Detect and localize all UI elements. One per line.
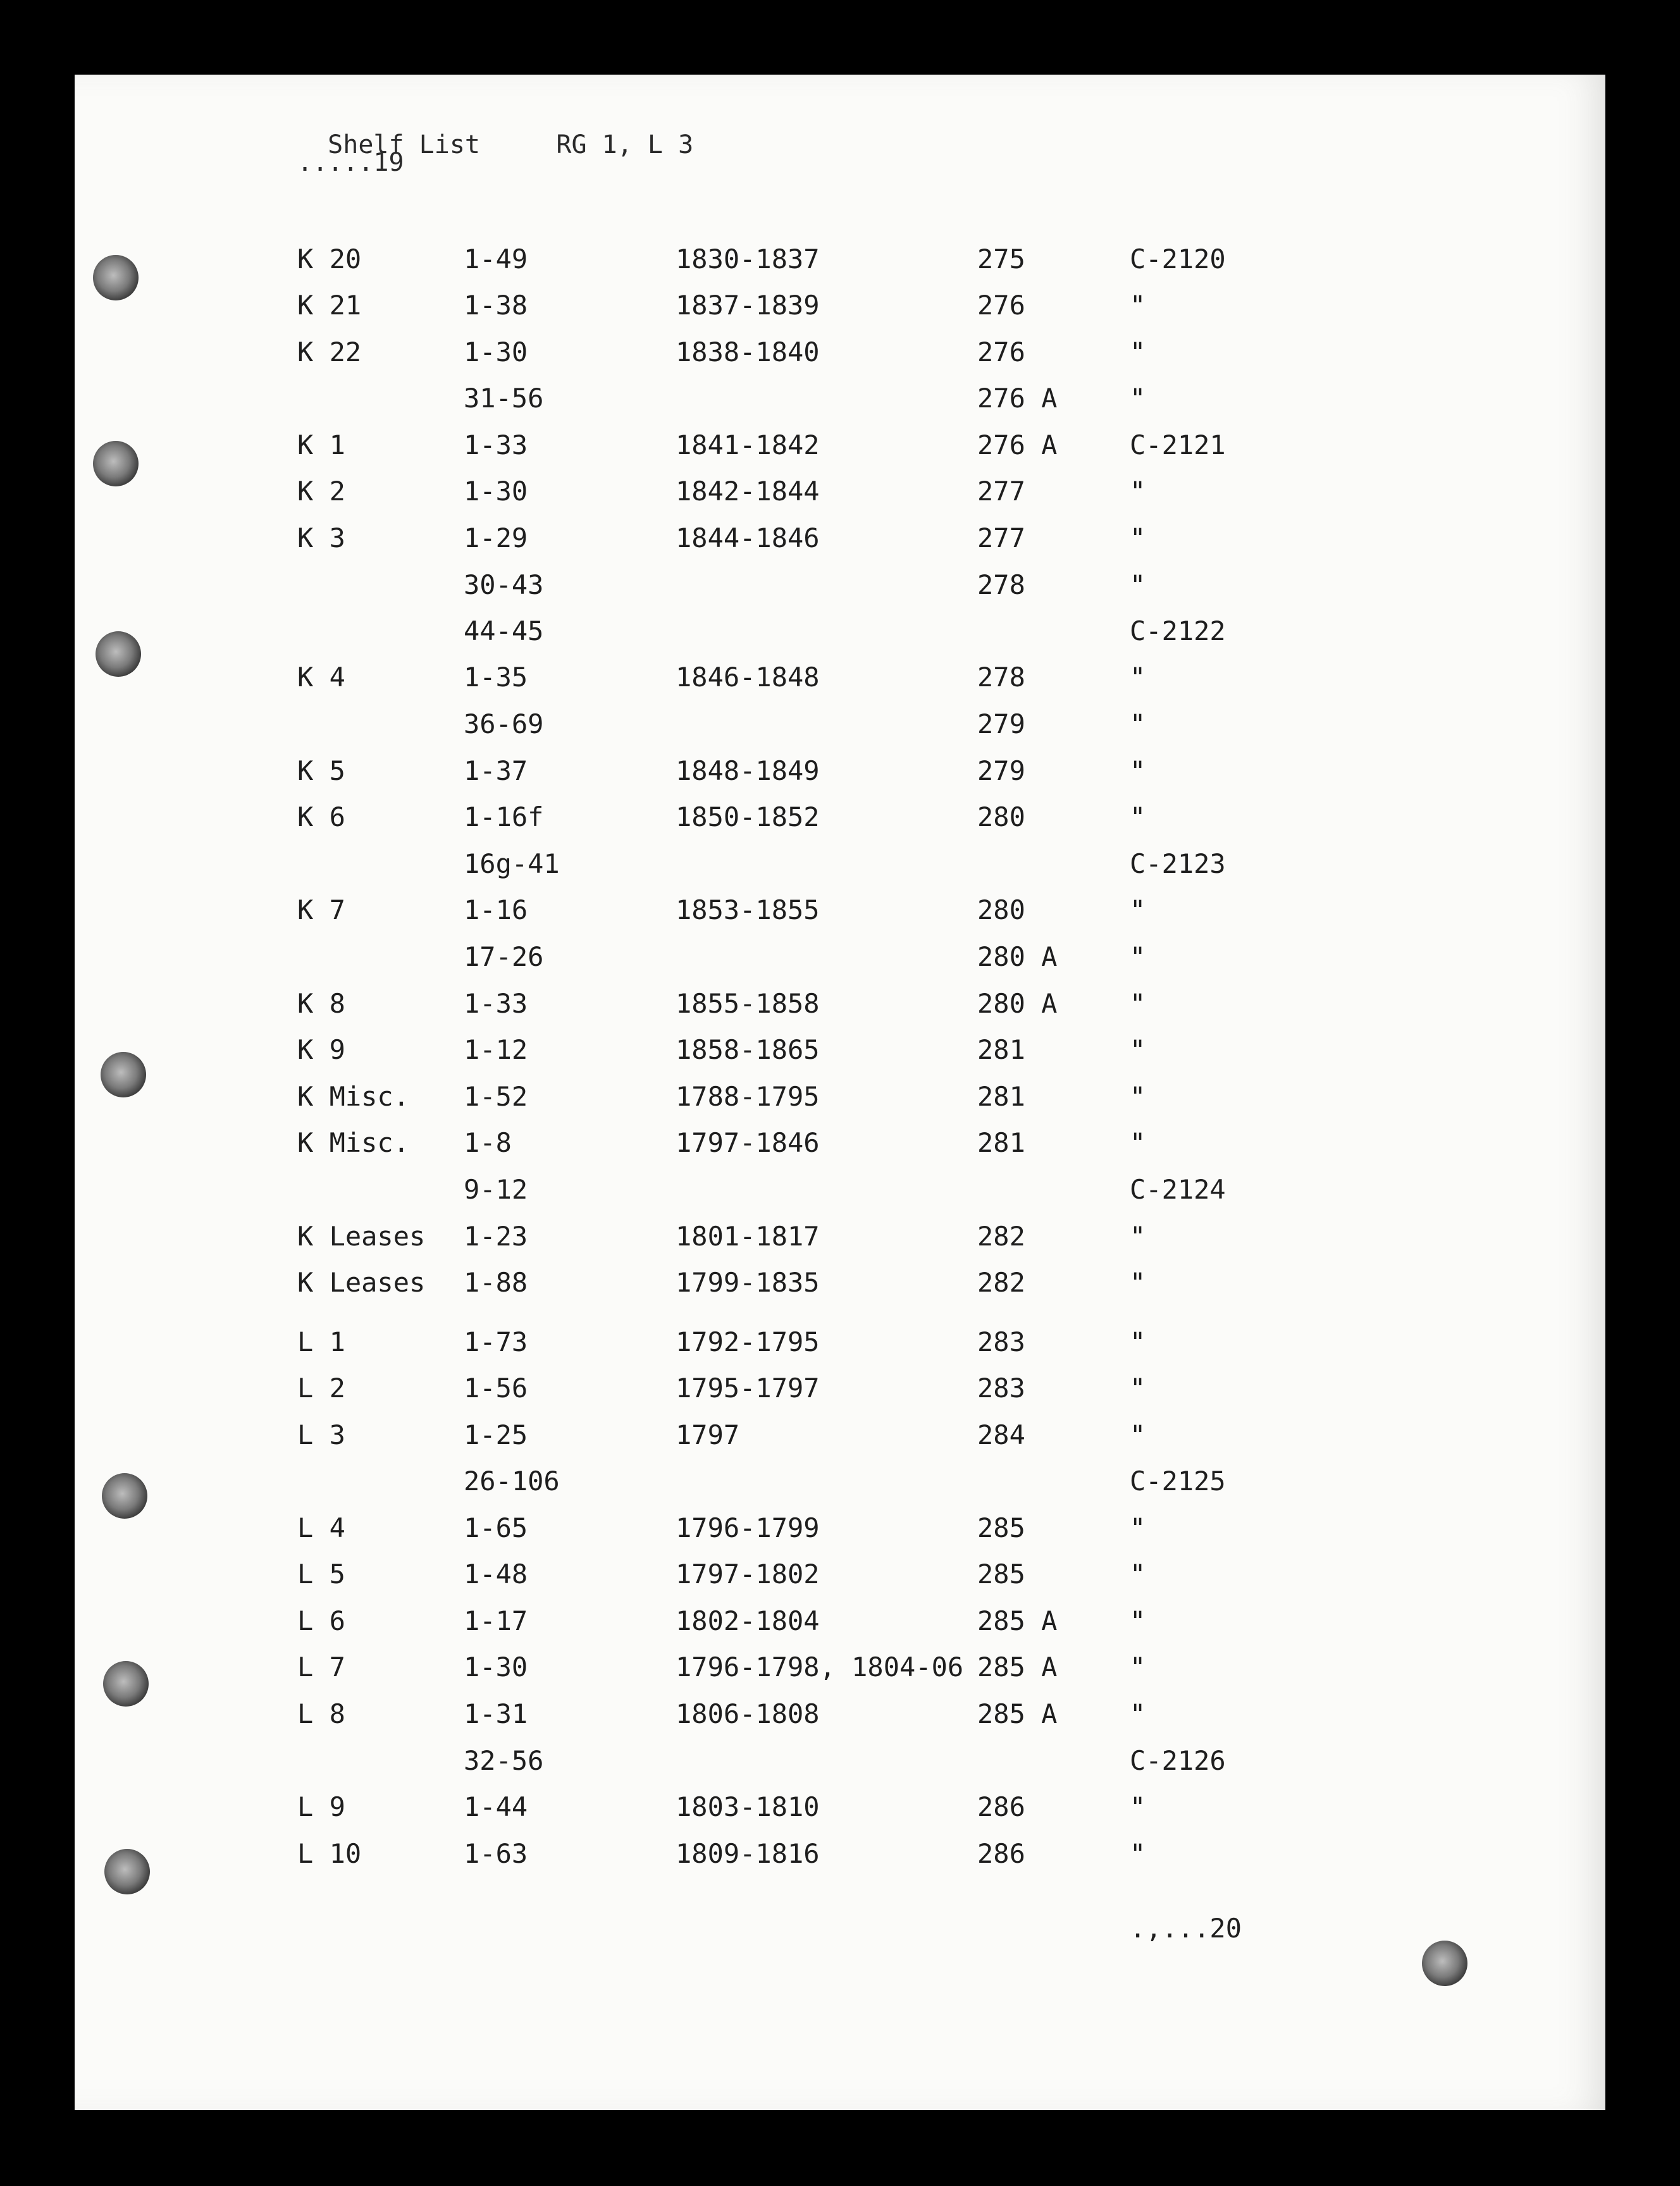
- box-cell: 281: [977, 1127, 1025, 1158]
- reel-cell: C-2123: [1130, 848, 1226, 879]
- items-cell: 1-30: [464, 1652, 528, 1683]
- items-cell: 1-73: [464, 1326, 528, 1357]
- table-row: [0, 476, 1680, 514]
- reel-cell: ": [1130, 337, 1146, 367]
- items-cell: 1-33: [464, 988, 528, 1019]
- table-row: [0, 244, 1680, 281]
- series-cell: L 5: [297, 1559, 345, 1590]
- reel-cell: ": [1130, 1081, 1146, 1112]
- items-cell: 1-63: [464, 1838, 528, 1869]
- items-cell: 36-69: [464, 708, 544, 739]
- series-cell: L 7: [297, 1652, 345, 1683]
- series-cell: K Leases: [297, 1267, 426, 1298]
- table-row: [0, 1698, 1680, 1736]
- items-cell: 32-56: [464, 1745, 544, 1776]
- items-cell: 44-45: [464, 615, 544, 646]
- dates-cell: 1796-1798, 1804-06: [676, 1652, 964, 1683]
- series-cell: L 9: [297, 1791, 345, 1822]
- items-cell: 17-26: [464, 941, 544, 972]
- dates-cell: 1841-1842: [676, 429, 820, 460]
- box-cell: 280 A: [977, 941, 1058, 972]
- reel-cell: ": [1130, 1221, 1146, 1252]
- table-row: [0, 337, 1680, 374]
- continued-from-marker: .....19: [297, 148, 404, 177]
- table-row: [0, 569, 1680, 607]
- reel-cell: ": [1130, 988, 1146, 1019]
- series-cell: L 1: [297, 1326, 345, 1357]
- series-cell: K 21: [297, 290, 362, 321]
- series-cell: K 5: [297, 755, 345, 786]
- reel-cell: C-2121: [1130, 429, 1226, 460]
- items-cell: 1-88: [464, 1267, 528, 1298]
- series-cell: K 22: [297, 337, 362, 367]
- box-cell: 280: [977, 894, 1025, 925]
- box-cell: 286: [977, 1838, 1025, 1869]
- table-row: [0, 1373, 1680, 1411]
- items-cell: 1-49: [464, 244, 528, 275]
- table-row: [0, 522, 1680, 560]
- reel-cell: ": [1130, 1419, 1146, 1450]
- items-cell: 1-23: [464, 1221, 528, 1252]
- series-cell: K Misc.: [297, 1081, 410, 1112]
- table-row: [0, 1221, 1680, 1259]
- items-cell: 1-44: [464, 1791, 528, 1822]
- dates-cell: 1830-1837: [676, 244, 820, 275]
- box-cell: 277: [977, 522, 1025, 553]
- table-row: [0, 988, 1680, 1026]
- reel-cell: ": [1130, 569, 1146, 600]
- items-cell: 1-65: [464, 1512, 528, 1543]
- reel-cell: ": [1130, 1791, 1146, 1822]
- items-cell: 1-31: [464, 1698, 528, 1729]
- box-cell: 282: [977, 1221, 1025, 1252]
- reel-cell: ": [1130, 1605, 1146, 1636]
- dates-cell: 1853-1855: [676, 894, 820, 925]
- series-cell: K 3: [297, 522, 345, 553]
- items-cell: 1-52: [464, 1081, 528, 1112]
- items-cell: 9-12: [464, 1174, 528, 1205]
- table-row: [0, 708, 1680, 746]
- series-cell: L 3: [297, 1419, 345, 1450]
- reel-cell: ": [1130, 708, 1146, 739]
- box-cell: 283: [977, 1326, 1025, 1357]
- table-row: [0, 1081, 1680, 1119]
- dates-cell: 1844-1846: [676, 522, 820, 553]
- table-row: [0, 1838, 1680, 1876]
- reel-cell: ": [1130, 1034, 1146, 1065]
- dates-cell: 1803-1810: [676, 1791, 820, 1822]
- reel-cell: ": [1130, 383, 1146, 414]
- dates-cell: 1795-1797: [676, 1373, 820, 1404]
- items-cell: 1-30: [464, 476, 528, 507]
- table-row: [0, 429, 1680, 467]
- continued-to-marker: .,...20: [1130, 1913, 1242, 1944]
- dates-cell: 1792-1795: [676, 1326, 820, 1357]
- items-cell: 1-48: [464, 1559, 528, 1590]
- items-cell: 30-43: [464, 569, 544, 600]
- series-cell: K 6: [297, 801, 345, 832]
- series-cell: K Leases: [297, 1221, 426, 1252]
- series-cell: L 8: [297, 1698, 345, 1729]
- box-cell: 276 A: [977, 383, 1058, 414]
- series-cell: K Misc.: [297, 1127, 410, 1158]
- series-cell: K 1: [297, 429, 345, 460]
- reel-cell: C-2126: [1130, 1745, 1226, 1776]
- dates-cell: 1842-1844: [676, 476, 820, 507]
- items-cell: 1-8: [464, 1127, 512, 1158]
- box-cell: 281: [977, 1034, 1025, 1065]
- table-row: [0, 1267, 1680, 1305]
- dates-cell: 1802-1804: [676, 1605, 820, 1636]
- box-cell: 282: [977, 1267, 1025, 1298]
- table-row: [0, 1174, 1680, 1212]
- dates-cell: 1837-1839: [676, 290, 820, 321]
- dates-cell: 1806-1808: [676, 1698, 820, 1729]
- reel-cell: ": [1130, 1698, 1146, 1729]
- table-row: [0, 1512, 1680, 1550]
- reel-cell: ": [1130, 1838, 1146, 1869]
- box-cell: 276 A: [977, 429, 1058, 460]
- box-cell: 276: [977, 290, 1025, 321]
- box-cell: 277: [977, 476, 1025, 507]
- box-cell: 280: [977, 801, 1025, 832]
- items-cell: 1-12: [464, 1034, 528, 1065]
- items-cell: 1-33: [464, 429, 528, 460]
- table-row: [0, 1419, 1680, 1457]
- dates-cell: 1855-1858: [676, 988, 820, 1019]
- series-cell: K 9: [297, 1034, 345, 1065]
- reel-cell: C-2124: [1130, 1174, 1226, 1205]
- items-cell: 1-56: [464, 1373, 528, 1404]
- reel-cell: ": [1130, 1267, 1146, 1298]
- table-row: [0, 383, 1680, 421]
- table-row: [0, 755, 1680, 793]
- reel-cell: ": [1130, 1512, 1146, 1543]
- reel-cell: ": [1130, 1559, 1146, 1590]
- series-cell: L 2: [297, 1373, 345, 1404]
- reel-cell: ": [1130, 755, 1146, 786]
- reel-cell: ": [1130, 522, 1146, 553]
- box-cell: 281: [977, 1081, 1025, 1112]
- table-row: [0, 848, 1680, 886]
- record-group-label: RG 1, L 3: [556, 130, 694, 159]
- series-cell: K 20: [297, 244, 362, 275]
- dates-cell: 1858-1865: [676, 1034, 820, 1065]
- table-row: [0, 615, 1680, 653]
- table-row: [0, 1559, 1680, 1596]
- items-cell: 1-38: [464, 290, 528, 321]
- reel-cell: C-2122: [1130, 615, 1226, 646]
- table-row: [0, 801, 1680, 839]
- reel-cell: C-2120: [1130, 244, 1226, 275]
- items-cell: 1-35: [464, 662, 528, 693]
- dates-cell: 1788-1795: [676, 1081, 820, 1112]
- reel-cell: ": [1130, 290, 1146, 321]
- series-cell: L 10: [297, 1838, 362, 1869]
- table-row: [0, 1326, 1680, 1364]
- reel-cell: ": [1130, 476, 1146, 507]
- series-cell: K 4: [297, 662, 345, 693]
- box-cell: 280 A: [977, 988, 1058, 1019]
- shelf-list-title: Shelf List: [328, 130, 480, 159]
- reel-cell: ": [1130, 1652, 1146, 1683]
- series-cell: K 8: [297, 988, 345, 1019]
- series-cell: K 7: [297, 894, 345, 925]
- dates-cell: 1797: [676, 1419, 740, 1450]
- table-row: [0, 941, 1680, 979]
- box-cell: 283: [977, 1373, 1025, 1404]
- box-cell: 279: [977, 708, 1025, 739]
- table-row: [0, 1605, 1680, 1643]
- box-cell: 275: [977, 244, 1025, 275]
- box-cell: 278: [977, 569, 1025, 600]
- dates-cell: 1801-1817: [676, 1221, 820, 1252]
- series-cell: L 6: [297, 1605, 345, 1636]
- dates-cell: 1848-1849: [676, 755, 820, 786]
- dates-cell: 1846-1848: [676, 662, 820, 693]
- dates-cell: 1797-1846: [676, 1127, 820, 1158]
- series-cell: K 2: [297, 476, 345, 507]
- dates-cell: 1809-1816: [676, 1838, 820, 1869]
- series-cell: L 4: [297, 1512, 345, 1543]
- items-cell: 1-30: [464, 337, 528, 367]
- table-row: [0, 1466, 1680, 1504]
- items-cell: 16g-41: [464, 848, 560, 879]
- dates-cell: 1850-1852: [676, 801, 820, 832]
- reel-cell: C-2125: [1130, 1466, 1226, 1497]
- items-cell: 1-17: [464, 1605, 528, 1636]
- dates-cell: 1797-1802: [676, 1559, 820, 1590]
- items-cell: 1-16: [464, 894, 528, 925]
- items-cell: 26-106: [464, 1466, 560, 1497]
- punch-hole: [1422, 1941, 1467, 1986]
- reel-cell: ": [1130, 941, 1146, 972]
- box-cell: 285 A: [977, 1652, 1058, 1683]
- reel-cell: ": [1130, 801, 1146, 832]
- table-row: [0, 290, 1680, 328]
- reel-cell: ": [1130, 894, 1146, 925]
- reel-cell: ": [1130, 1326, 1146, 1357]
- dates-cell: 1838-1840: [676, 337, 820, 367]
- box-cell: 285: [977, 1512, 1025, 1543]
- items-cell: 1-37: [464, 755, 528, 786]
- table-row: [0, 662, 1680, 700]
- table-row: [0, 1652, 1680, 1689]
- box-cell: 284: [977, 1419, 1025, 1450]
- table-row: [0, 1745, 1680, 1783]
- box-cell: 285 A: [977, 1605, 1058, 1636]
- reel-cell: ": [1130, 662, 1146, 693]
- box-cell: 276: [977, 337, 1025, 367]
- items-cell: 1-16f: [464, 801, 544, 832]
- items-cell: 1-29: [464, 522, 528, 553]
- reel-cell: ": [1130, 1373, 1146, 1404]
- items-cell: 31-56: [464, 383, 544, 414]
- box-cell: 286: [977, 1791, 1025, 1822]
- table-row: [0, 1791, 1680, 1829]
- dates-cell: 1799-1835: [676, 1267, 820, 1298]
- dates-cell: 1796-1799: [676, 1512, 820, 1543]
- table-row: [0, 1034, 1680, 1072]
- box-cell: 285: [977, 1559, 1025, 1590]
- items-cell: 1-25: [464, 1419, 528, 1450]
- box-cell: 278: [977, 662, 1025, 693]
- box-cell: 285 A: [977, 1698, 1058, 1729]
- box-cell: 279: [977, 755, 1025, 786]
- table-row: [0, 894, 1680, 932]
- reel-cell: ": [1130, 1127, 1146, 1158]
- table-row: [0, 1127, 1680, 1165]
